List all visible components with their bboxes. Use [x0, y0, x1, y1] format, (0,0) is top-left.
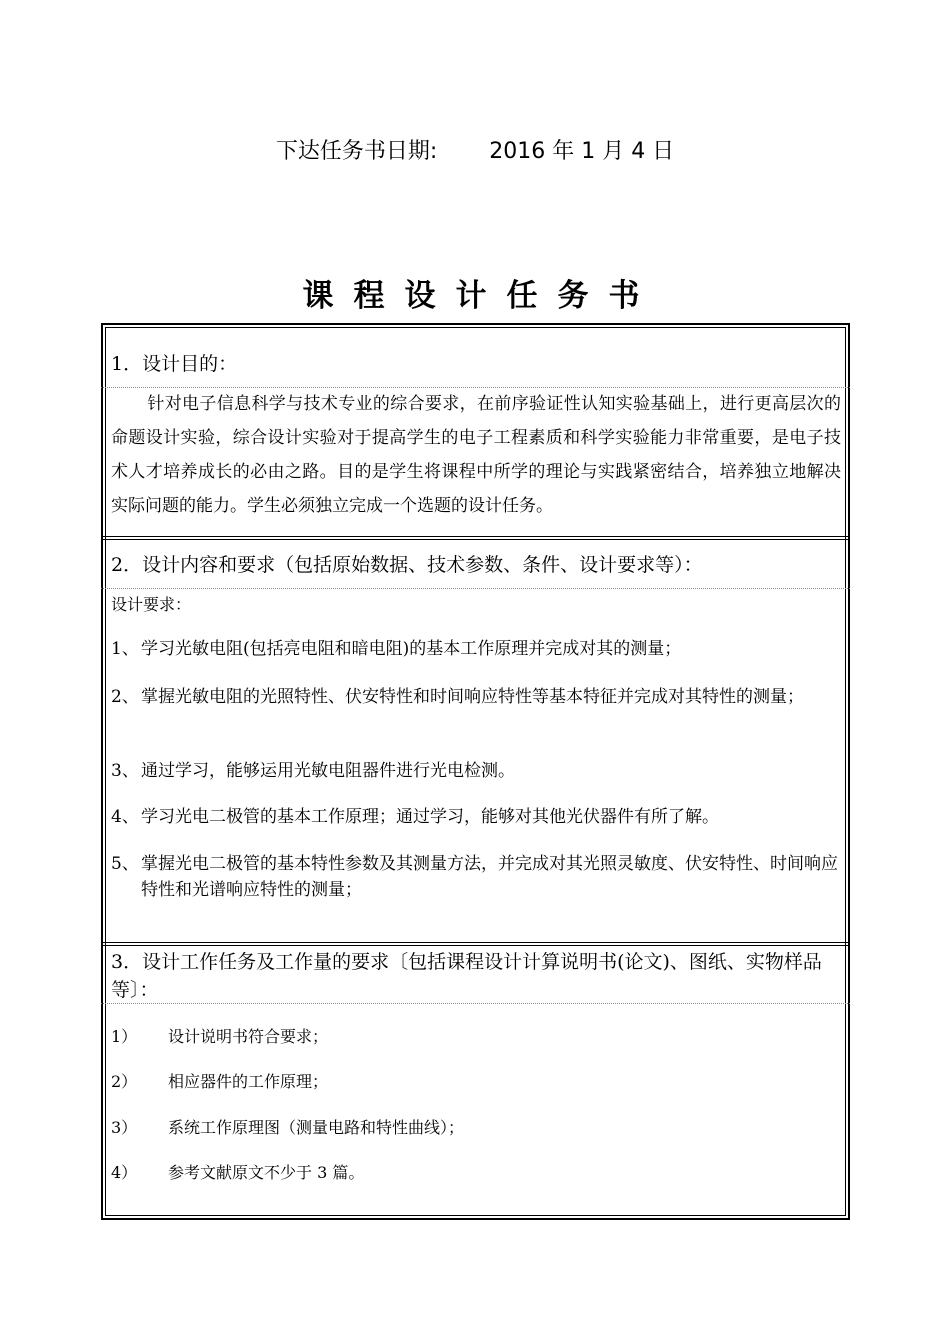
task-item — [111, 1161, 364, 1185]
requirement-number: 1、 — [111, 639, 139, 659]
task-number: 4） — [111, 1163, 138, 1182]
requirement-number: 3、 — [111, 761, 139, 781]
issue-date-line — [0, 136, 950, 168]
document-title: 课程设计任务书 — [302, 278, 660, 314]
requirement-text: 通过学习，能够运用光敏电阻器件进行光电检测。 — [141, 761, 515, 781]
task-number: 2） — [111, 1072, 138, 1091]
section-divider-1-2 — [101, 536, 850, 540]
section1-body-wrap — [111, 387, 841, 523]
requirement-item — [111, 804, 841, 830]
task-number: 3） — [111, 1118, 138, 1137]
task-item — [111, 1116, 464, 1140]
requirement-item — [111, 758, 841, 784]
requirement-text: 学习光电二极管的基本工作原理；通过学习，能够对其他光伏器件有所了解。 — [141, 807, 719, 827]
requirement-item — [111, 636, 841, 662]
task-text: 系统工作原理图（测量电路和特性曲线）； — [168, 1118, 465, 1137]
requirement-number: 4、 — [111, 807, 139, 827]
section1-heading: 1．设计目的： — [111, 353, 238, 375]
requirement-number: 5、 — [111, 854, 139, 874]
requirement-text: 掌握光敏电阻的光照特性、伏安特性和时间响应特性等基本特征并完成对其特性的测量； — [141, 687, 804, 707]
task-text: 参考文献原文不少于 3 篇。 — [168, 1163, 365, 1182]
requirement-item — [111, 684, 841, 710]
requirement-item — [111, 851, 841, 903]
task-item — [111, 1025, 328, 1049]
section2-heading: 2．设计内容和要求（包括原始数据、技术参数、条件、设计要求等）： — [111, 554, 703, 576]
section2-heading-divider — [101, 588, 850, 589]
requirement-text: 学习光敏电阻(包括亮电阻和暗电阻)的基本工作原理并完成对其的测量； — [141, 639, 682, 659]
issue-date-label: 下达任务书日期: — [275, 139, 438, 164]
requirement-text: 掌握光电二极管的基本特性参数及其测量方法，并完成对其光照灵敏度、伏安特性、时间响应特性和光谱响应特性的测量； — [141, 854, 838, 900]
requirement-number: 2、 — [111, 687, 139, 707]
section1-body: 针对电子信息科学与技术专业的综合要求，在前序验证性认知实验基础上，进行更高层次的命题设计实验，综合设计实验对于提高学生的电子工程素质和科学实验能力非常重要，是电子技术人才培养成长的必由之路。目的是学生将课程中所学的理论与实践紧密结合，培养独立地解决实际问题的能力。学生必须独立完成一个选题的设计任务。 — [111, 394, 841, 516]
section3-heading: 3．设计工作任务及工作量的要求〔包括课程设计计算说明书(论文)、图纸、实物样品等〕： — [111, 951, 822, 1001]
requirements-label: 设计要求： — [111, 595, 192, 614]
issue-date-value: 2016 年 1 月 4 日 — [489, 139, 675, 164]
section-divider-2-3 — [101, 942, 850, 946]
task-item — [111, 1070, 328, 1094]
task-text: 设计说明书符合要求； — [168, 1027, 329, 1046]
task-number: 1） — [111, 1027, 138, 1046]
task-text: 相应器件的工作原理； — [168, 1072, 329, 1091]
